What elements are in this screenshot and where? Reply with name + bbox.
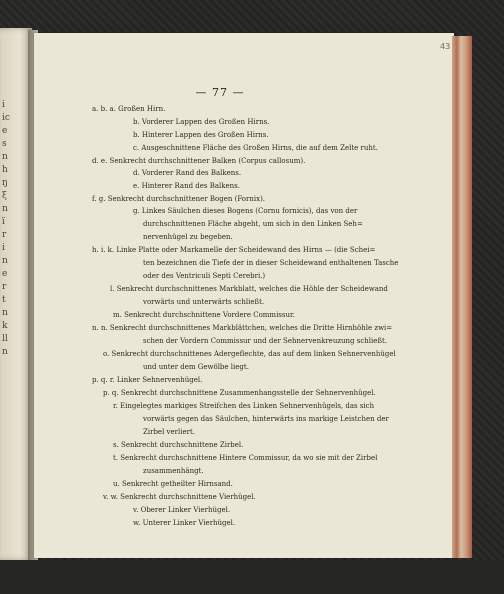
text-line: oder des Ventriculi Septi Cerebri.) (143, 272, 266, 280)
text-line: zusammenhängt. (143, 467, 204, 475)
text-line: und unter dem Gewölbe liegt. (143, 363, 249, 371)
text-line: g. Linkes Säulchen dieses Bogens (Cornu fornicis), das von der (133, 207, 358, 215)
facing-page-glyph: n (2, 204, 8, 214)
facing-page-glyph: i (2, 100, 5, 110)
text-line: o. Senkrecht durchschnittenes Adergeflechte, das auf dem linken Sehnervenhügel (103, 350, 396, 358)
text-line: nervenhügel zu begeben. (143, 233, 233, 241)
facing-page-glyph: r (2, 282, 7, 292)
facing-page-glyph: n (2, 308, 8, 318)
text-line: r. Eingelegtes markiges Streifchen des Linken Sehnervenhügels, das sich (113, 402, 375, 410)
facing-page-glyph: r (2, 230, 7, 240)
facing-page-glyph: t (2, 295, 6, 305)
facing-page-glyph: ic (2, 113, 10, 123)
text-line: Zirbel verliert. (143, 428, 195, 436)
page-header: — 77 — (195, 86, 245, 99)
facing-page-glyph: e (2, 126, 8, 136)
text-line: b. Hinterer Lappen des Großen Hirns. (133, 131, 269, 139)
text-line: vorwärts und unterwärts schließt. (143, 298, 265, 306)
text-line: e. Hinterer Rand des Balkens. (133, 182, 240, 190)
text-line: n. n. Senkrecht durchschnittenes Markblättchen, welches die Dritte Hirnhöhle zwi= (92, 324, 393, 332)
facing-page-glyph: n (2, 152, 8, 162)
bottom-shadow (0, 560, 504, 594)
text-line: m. Senkrecht durchschnittene Vordere Commissur. (113, 311, 295, 319)
text-line: s. Senkrecht durchschnittene Zirbel. (113, 441, 244, 449)
facing-page-glyph: ŋ (2, 178, 8, 188)
text-line: p. q. Senkrecht durchschnittene Zusammenhangsstelle der Sehnervenhügel. (103, 389, 376, 397)
text-line: w. Unterer Linker Vierhügel. (133, 519, 236, 527)
text-line: a. b. a. Großen Hirn. (92, 105, 166, 113)
text-line: t. Senkrecht durchschnittene Hintere Commissur, da wo sie mit der Zirbel (113, 454, 378, 462)
text-line: h. i. k. Linke Platte oder Markamelle der Scheidewand des Hirns — (die Schei= (92, 246, 376, 254)
facing-page-glyph: ξ (2, 191, 7, 201)
page-edge-red (452, 36, 472, 558)
text-line: v. w. Senkrecht durchschnittene Vierhügel. (103, 493, 256, 501)
facing-page-glyph: n (2, 256, 8, 266)
facing-page-glyph: n (2, 347, 8, 357)
text-line: schen der Vordern Commissur und der Sehnervenkreuzung schließt. (143, 337, 388, 345)
text-line: b. Vorderer Lappen des Großen Hirns. (133, 118, 270, 126)
facing-page-glyph: ll (2, 334, 8, 344)
text-line: c. Ausgeschnittene Fläche des Großen Hirns, die auf dem Zelte ruht. (133, 144, 378, 152)
facing-page-glyph: h (2, 165, 8, 175)
facing-page-glyph: i (2, 243, 5, 253)
text-line: ten bezeichnen die Tiefe der in dieser Scheidewand enthaltenen Tasche (143, 259, 399, 267)
folio-number: 43 (440, 42, 451, 51)
text-line: u. Senkrecht getheilter Hirnsand. (113, 480, 233, 488)
facing-page-glyph: k (2, 321, 8, 331)
text-line: d. e. Senkrecht durchschnittener Balken (Corpus callosum). (92, 157, 306, 165)
text-line: p. q. r. Linker Sehnervenhügel. (92, 376, 203, 384)
text-line: vorwärts gegen das Säulchen, hinterwärts ins markige Leistchen der (143, 415, 389, 423)
facing-page-glyph: ï (2, 217, 5, 227)
text-line: durchschnittenen Fläche abgeht, um sich in den Linken Seh= (143, 220, 363, 228)
facing-page-glyph: s (2, 139, 7, 149)
text-line: v. Oberer Linker Vierhügel. (133, 506, 231, 514)
facing-page-glyph: e (2, 269, 8, 279)
text-line: f. g. Senkrecht durchschnittener Bogen (Fornix). (92, 195, 266, 203)
text-line: l. Senkrecht durchschnittenes Markblatt, welches die Höhle der Scheidewand (110, 285, 388, 293)
text-line: d. Vorderer Rand des Balkens. (133, 169, 242, 177)
